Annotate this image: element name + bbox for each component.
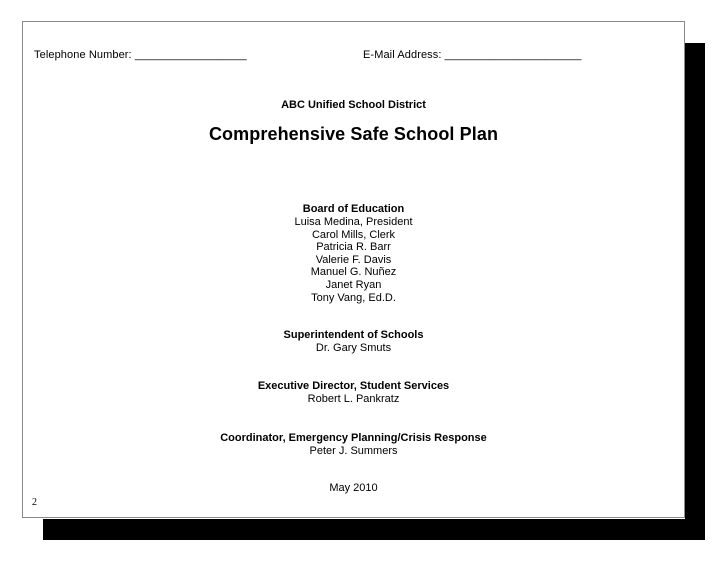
superintendent-heading: Superintendent of Schools <box>283 329 424 341</box>
page-shadow-bottom <box>43 519 705 540</box>
board-member: Luisa Medina, President <box>294 216 413 228</box>
email-address-field: E-Mail Address: ______________________ <box>363 49 582 61</box>
document-page <box>22 21 685 518</box>
superintendent-name: Dr. Gary Smuts <box>315 342 392 354</box>
board-member: Patricia R. Barr <box>316 241 391 254</box>
board-member: Valerie F. Davis <box>315 253 392 266</box>
board-member: Manuel G. Nuñez <box>310 266 397 279</box>
coordinator-heading: Coordinator, Emergency Planning/Crisis Response <box>220 432 487 444</box>
telephone-number-field: Telephone Number: __________________ <box>34 49 247 61</box>
superintendent-section <box>23 329 684 355</box>
page-shadow-right <box>685 43 705 540</box>
executive-director-name: Robert L. Pankratz <box>307 393 400 405</box>
page-number: 2 <box>32 497 37 508</box>
board-member: Janet Ryan <box>325 278 382 291</box>
board-of-education-section <box>23 203 684 304</box>
board-member: Tony Vang, Ed.D. <box>311 291 396 304</box>
board-heading: Board of Education <box>302 203 405 215</box>
document-date: May 2010 <box>329 482 378 494</box>
board-member: Carol Mills, Clerk <box>311 228 396 241</box>
executive-director-heading: Executive Director, Student Services <box>257 380 450 392</box>
executive-director-section <box>23 380 684 406</box>
district-name: ABC Unified School District <box>281 99 426 111</box>
plan-title: Comprehensive Safe School Plan <box>208 124 499 144</box>
coordinator-name: Peter J. Summers <box>309 445 398 457</box>
coordinator-section <box>23 432 684 458</box>
